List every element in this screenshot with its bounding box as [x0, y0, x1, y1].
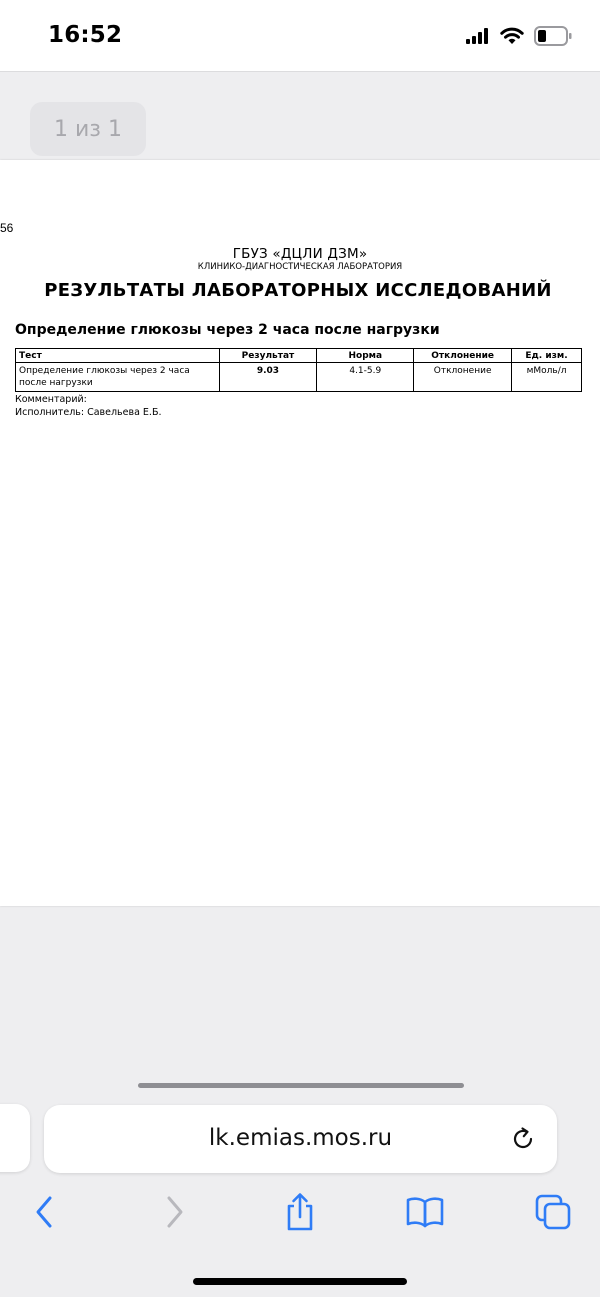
- share-icon[interactable]: [280, 1192, 320, 1232]
- document-title: РЕЗУЛЬТАТЫ ЛАБОРАТОРНЫХ ИССЛЕДОВАНИЙ: [44, 280, 552, 301]
- column-header-deviation: Отклонение: [414, 349, 512, 363]
- page-counter: 1 из 1: [30, 102, 146, 156]
- status-bar: [0, 0, 600, 72]
- table-header-row: [16, 349, 582, 363]
- column-header-result: Результат: [219, 349, 317, 363]
- document-page: [0, 160, 600, 906]
- column-header-test: Тест: [16, 349, 220, 363]
- cell-unit: мМоль/л: [512, 363, 582, 392]
- cellular-signal-icon: [466, 28, 490, 44]
- column-header-unit: Ед. изм.: [512, 349, 582, 363]
- wifi-icon: [500, 27, 524, 45]
- status-icons: [466, 26, 572, 46]
- performer-label: Исполнитель: Савельева Е.Б.: [15, 407, 162, 418]
- results-table: [15, 348, 582, 392]
- test-title: Определение глюкозы через 2 часа после нагрузки: [15, 322, 440, 338]
- document-fragment-number: 56: [0, 221, 14, 235]
- column-header-norm: Норма: [317, 349, 414, 363]
- comment-label: Комментарий:: [15, 394, 87, 405]
- bookmarks-icon[interactable]: [405, 1192, 445, 1232]
- status-time: 16:52: [48, 22, 123, 48]
- organization-name: ГБУЗ «ДЦЛИ ДЗМ»: [232, 246, 368, 262]
- address-bar[interactable]: [44, 1105, 557, 1173]
- cell-result: 9.03: [219, 363, 317, 392]
- back-icon[interactable]: [24, 1192, 64, 1232]
- laboratory-name: КЛИНИКО-ДИАГНОСТИЧЕСКАЯ ЛАБОРАТОРИЯ: [197, 262, 403, 272]
- home-indicator[interactable]: [193, 1278, 407, 1285]
- tabs-icon[interactable]: [533, 1192, 573, 1232]
- cell-norm: 4.1-5.9: [317, 363, 414, 392]
- cell-deviation: Отклонение: [414, 363, 512, 392]
- battery-low-icon: [534, 26, 572, 46]
- cell-test: Определение глюкозы через 2 часа после нагрузки: [16, 363, 220, 392]
- reload-icon[interactable]: [509, 1125, 537, 1153]
- url-text[interactable]: lk.emias.mos.ru: [208, 1125, 393, 1151]
- table-row: [16, 363, 582, 392]
- previous-tab-preview[interactable]: [0, 1104, 30, 1172]
- scroll-indicator[interactable]: [138, 1083, 464, 1088]
- forward-icon[interactable]: [155, 1192, 195, 1232]
